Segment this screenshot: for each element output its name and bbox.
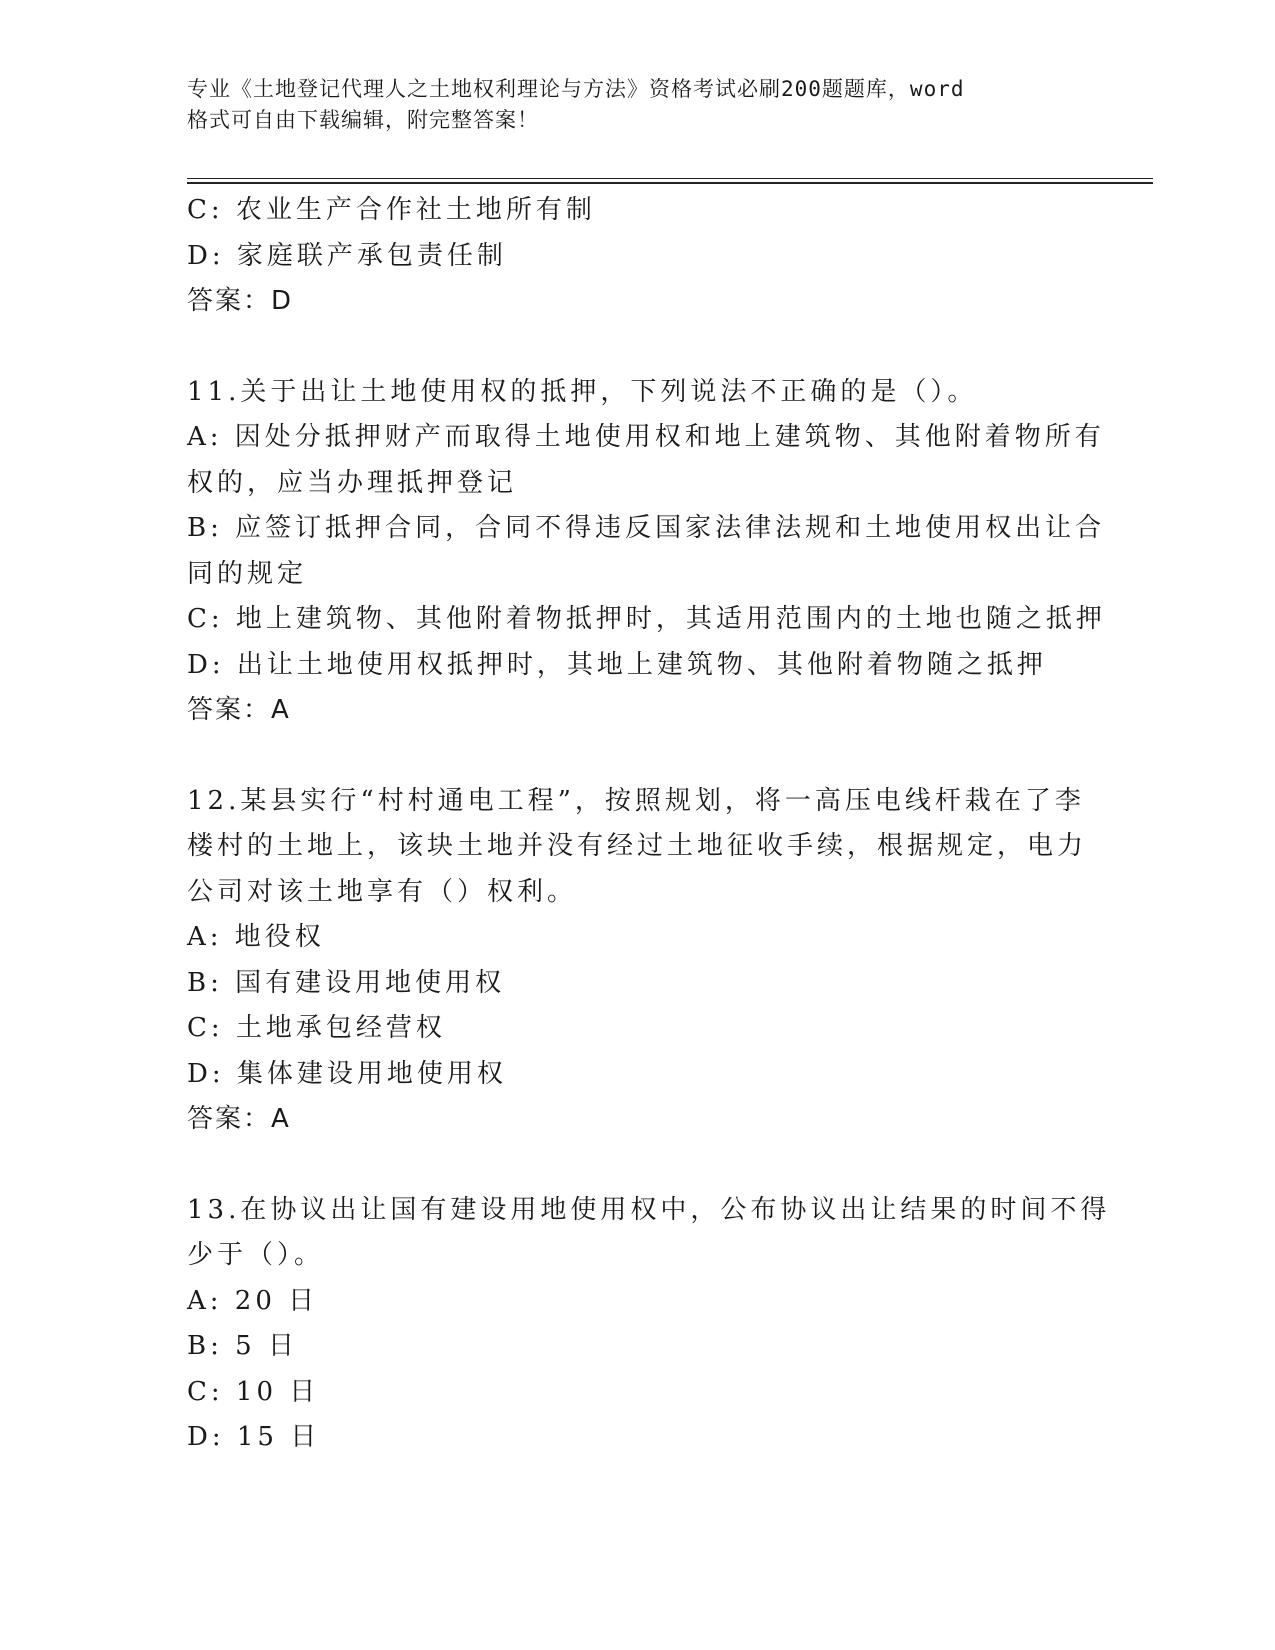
question-12 [187, 779, 1087, 1143]
question-13 [187, 1188, 1111, 1461]
option-d: D: 集体建设用地使用权 [187, 1058, 507, 1089]
question-stem-continued: 少于（）。 [187, 1240, 325, 1270]
question-stem: 12.某县实行“村村通电工程”，按照规划，将一高压电线杆栽在了李 [187, 785, 1085, 816]
answer-line: 答案：A [187, 1104, 291, 1134]
header-rule-thick [187, 182, 1153, 184]
question-stem-continued: 楼村的土地上，该块土地并没有经过土地征收手续，根据规定，电力 [187, 831, 1088, 861]
option-b: B: 应签订抵押合同，合同不得违反国家法律法规和土地使用权出让合 [187, 513, 1106, 543]
question-stem-continued: 公司对该土地享有（）权利。 [187, 876, 578, 907]
header-line-2: 格式可自由下载编辑，附完整答案！ [187, 108, 539, 132]
option-d: D: 家庭联产承包责任制 [187, 240, 507, 271]
option-a: A: 20 日 [187, 1285, 319, 1316]
option-a-continued: 权的，应当办理抵押登记 [187, 467, 518, 498]
document-header [187, 74, 1067, 136]
question-stem: 11.关于出让土地使用权的抵押，下列说法不正确的是（）。 [187, 376, 978, 407]
question-content [187, 188, 1111, 1461]
question-10-continuation [187, 188, 1087, 325]
option-b: B: 国有建设用地使用权 [187, 967, 506, 998]
option-a: A: 地役权 [187, 922, 325, 952]
option-c: C: 10 日 [187, 1376, 320, 1407]
header-line-1: 专业《土地登记代理人之土地权利理论与方法》资格考试必刷200题题库，word [187, 77, 965, 101]
question-11 [187, 370, 1106, 734]
option-c: C: 地上建筑物、其他附着物抵押时，其适用范围内的土地也随之抵押 [187, 604, 1106, 634]
option-c: C: 农业生产合作社土地所有制 [187, 195, 596, 225]
question-stem: 13.在协议出让国有建设用地使用权中，公布协议出让结果的时间不得 [187, 1194, 1111, 1225]
option-b-continued: 同的规定 [187, 558, 308, 589]
option-a: A: 因处分抵押财产而取得土地使用权和地上建筑物、其他附着物所有 [187, 422, 1105, 452]
answer-line: 答案：A [187, 695, 291, 725]
option-b: B: 5 日 [187, 1331, 298, 1361]
option-d: D: 出让土地使用权抵押时，其地上建筑物、其他附着物随之抵押 [187, 649, 1047, 680]
header-rule-thin [187, 178, 1153, 179]
answer-line: 答案：D [187, 286, 294, 316]
option-c: C: 土地承包经营权 [187, 1013, 446, 1043]
option-d: D: 15 日 [187, 1422, 321, 1452]
